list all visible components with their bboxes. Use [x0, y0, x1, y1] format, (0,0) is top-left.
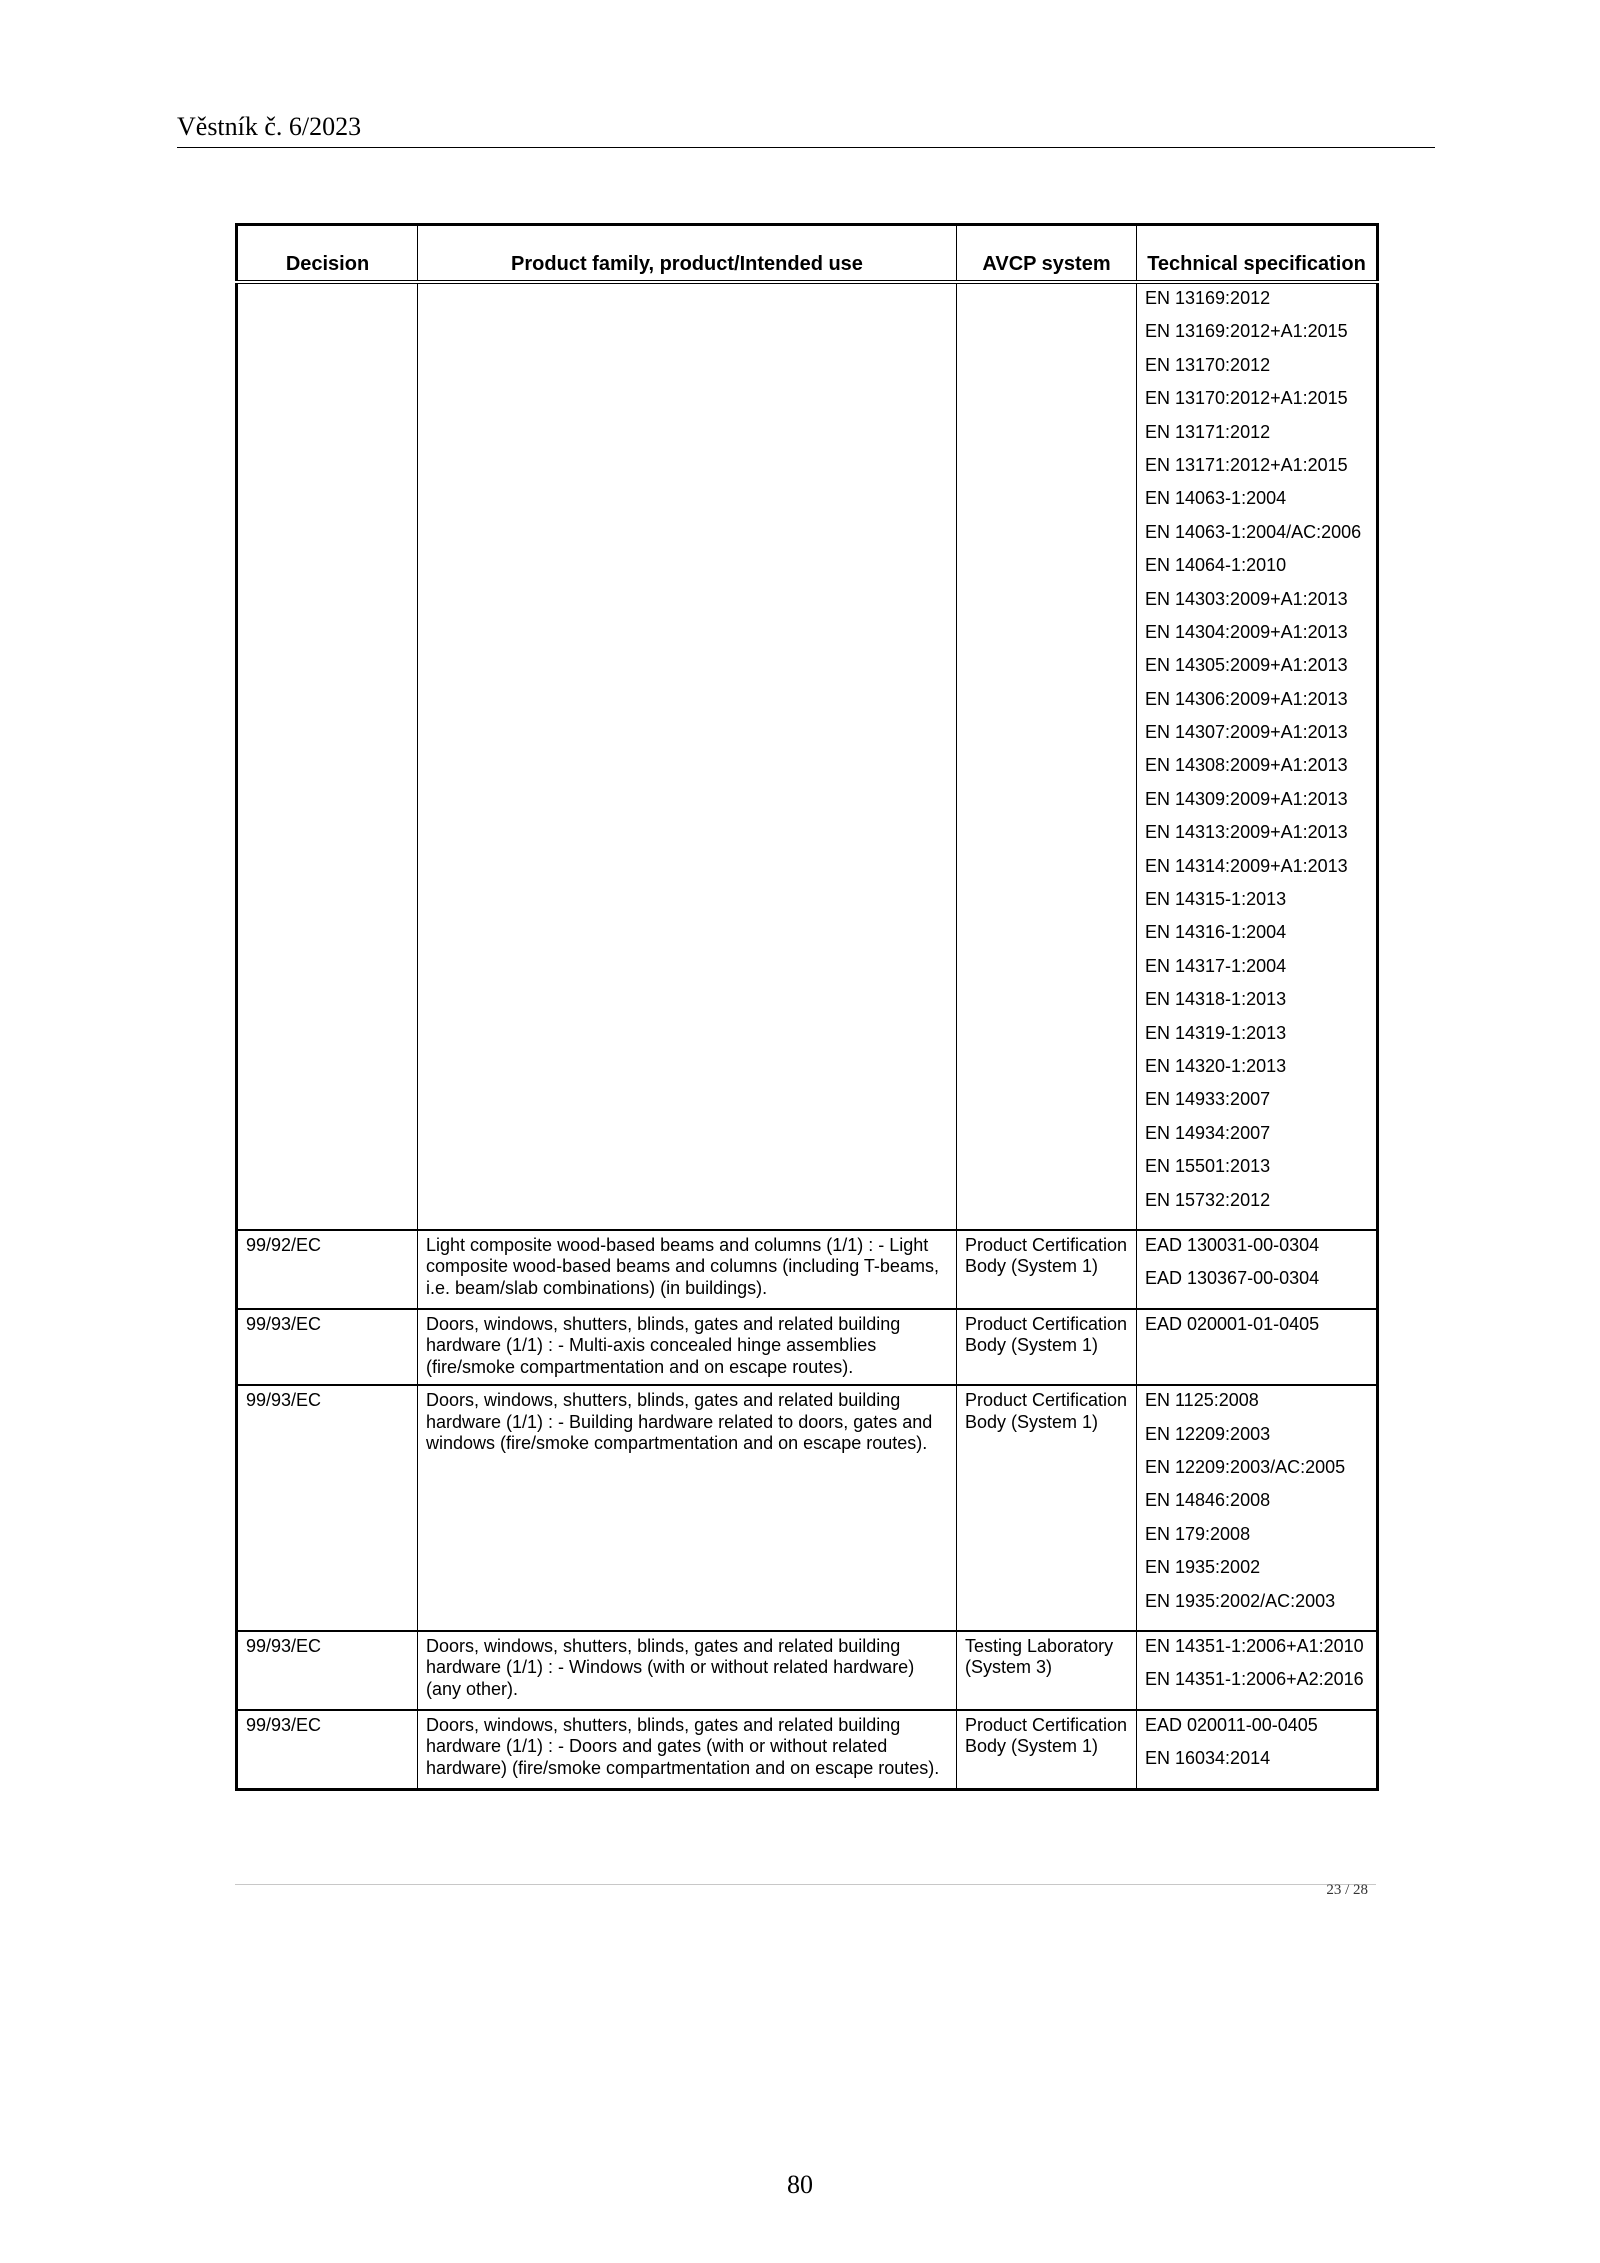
- technical-specification-item: EN 14320-1:2013: [1145, 1055, 1287, 1076]
- technical-specification-item: EN 14308:2009+A1:2013: [1145, 755, 1348, 776]
- table-row: [237, 1309, 1378, 1386]
- technical-specification-item: EN 13169:2012+A1:2015: [1145, 321, 1348, 342]
- technical-specification-item: EN 14319-1:2013: [1145, 1022, 1287, 1043]
- decision-cell: 99/93/EC: [237, 1631, 418, 1710]
- technical-specification-item: EN 1125:2008: [1145, 1390, 1259, 1411]
- table-row: [237, 1230, 1378, 1309]
- technical-specification-item: EN 14315-1:2013: [1145, 889, 1287, 910]
- technical-specification-item: EN 12209:2003: [1145, 1423, 1271, 1444]
- technical-specification-item: EN 14351-1:2006+A2:2016: [1145, 1669, 1364, 1690]
- column-header-product: Product family, product/Intended use: [418, 225, 957, 283]
- technical-specification-item: EN 13171:2012: [1145, 421, 1271, 442]
- table-body: [237, 282, 1378, 1789]
- table-row: [237, 1631, 1378, 1710]
- product-cell: Doors, windows, shutters, blinds, gates and related building hardware (1/1) : - Multi-axis concealed hinge assemblies (fire/smoke compartmentation and on escape routes).: [418, 1309, 957, 1386]
- technical-specification-item: EN 179:2008: [1145, 1523, 1251, 1544]
- technical-specification-item: EAD 130031-00-0304: [1145, 1234, 1320, 1255]
- technical-specification-item: EN 14305:2009+A1:2013: [1145, 655, 1348, 676]
- technical-specification-item: EN 14303:2009+A1:2013: [1145, 588, 1348, 609]
- technical-specification-item: EN 15732:2012: [1145, 1189, 1271, 1210]
- technical-specification-item: EN 13169:2012: [1145, 288, 1271, 308]
- technical-specification-cell: [1137, 1710, 1378, 1789]
- technical-specification-item: EN 14314:2009+A1:2013: [1145, 855, 1348, 876]
- technical-specification-cell: [1137, 1309, 1378, 1386]
- page-counter: 23 / 28: [1326, 1882, 1368, 1898]
- header-rule: [177, 147, 1435, 148]
- technical-specification-item: EN 14304:2009+A1:2013: [1145, 621, 1348, 642]
- page-header-title: Věstník č. 6/2023: [177, 112, 362, 141]
- column-header-technical-specification: Technical specification: [1137, 225, 1378, 283]
- avcp-cell: Testing Laboratory (System 3): [957, 1631, 1137, 1710]
- avcp-cell: Product Certification Body (System 1): [957, 1230, 1137, 1309]
- table-row: [237, 282, 1378, 1230]
- avcp-cell: Product Certification Body (System 1): [957, 1385, 1137, 1631]
- technical-specification-item: EN 14063-1:2004: [1145, 488, 1287, 509]
- decision-cell: [237, 282, 418, 1230]
- decision-cell: 99/93/EC: [237, 1385, 418, 1631]
- product-cell: Light composite wood-based beams and columns (1/1) : - Light composite wood-based beams and columns (including T-beams, i.e. beam/slab combinations) (in buildings).: [418, 1230, 957, 1309]
- decision-cell: 99/93/EC: [237, 1309, 418, 1386]
- technical-specification-item: EN 14064-1:2010: [1145, 555, 1287, 576]
- decision-cell: 99/92/EC: [237, 1230, 418, 1309]
- avcp-cell: [957, 282, 1137, 1230]
- technical-specification-item: EN 13170:2012+A1:2015: [1145, 388, 1348, 409]
- technical-specification-item: EN 13170:2012: [1145, 354, 1271, 375]
- technical-specification-item: EN 14307:2009+A1:2013: [1145, 722, 1348, 743]
- avcp-cell: Product Certification Body (System 1): [957, 1309, 1137, 1386]
- specification-table-container: [235, 223, 1376, 1791]
- page-number: 80: [787, 2170, 813, 2199]
- technical-specification-item: EN 14846:2008: [1145, 1490, 1271, 1511]
- table-row: [237, 1385, 1378, 1631]
- technical-specification-item: EN 14934:2007: [1145, 1122, 1271, 1143]
- technical-specification-item: EN 1935:2002/AC:2003: [1145, 1590, 1336, 1611]
- technical-specification-item: EN 14351-1:2006+A1:2010: [1145, 1635, 1364, 1656]
- technical-specification-cell: [1137, 1385, 1378, 1631]
- decision-cell: 99/93/EC: [237, 1710, 418, 1789]
- avcp-cell: Product Certification Body (System 1): [957, 1710, 1137, 1789]
- technical-specification-item: EN 13171:2012+A1:2015: [1145, 454, 1348, 475]
- technical-specification-item: EN 14316-1:2004: [1145, 922, 1287, 943]
- footer-rule: [235, 1884, 1376, 1885]
- specification-table: [235, 223, 1379, 1791]
- product-cell: Doors, windows, shutters, blinds, gates and related building hardware (1/1) : - Windows (with or without related hardware) (any other).: [418, 1631, 957, 1710]
- technical-specification-item: EN 12209:2003/AC:2005: [1145, 1457, 1346, 1477]
- product-cell: Doors, windows, shutters, blinds, gates and related building hardware (1/1) : - Doors and gates (with or without related hardware) (fire/smoke compartmentation and on escape routes).: [418, 1710, 957, 1789]
- column-header-avcp: AVCP system: [957, 225, 1137, 283]
- column-header-decision: Decision: [237, 225, 418, 283]
- product-cell: [418, 282, 957, 1230]
- technical-specification-item: EN 14306:2009+A1:2013: [1145, 688, 1348, 709]
- technical-specification-item: EAD 130367-00-0304: [1145, 1268, 1320, 1289]
- technical-specification-cell: [1137, 282, 1378, 1230]
- technical-specification-item: EN 14317-1:2004: [1145, 955, 1287, 976]
- table-header-row: [237, 225, 1378, 283]
- technical-specification-cell: [1137, 1230, 1378, 1309]
- technical-specification-item: EN 14318-1:2013: [1145, 989, 1287, 1010]
- technical-specification-item: EN 16034:2014: [1145, 1748, 1271, 1769]
- technical-specification-item: EN 15501:2013: [1145, 1156, 1271, 1177]
- product-cell: Doors, windows, shutters, blinds, gates and related building hardware (1/1) : - Building hardware related to doors, gates and windows (fire/smoke compartmentation and on escape routes).: [418, 1385, 957, 1631]
- technical-specification-item: EN 14309:2009+A1:2013: [1145, 788, 1348, 809]
- technical-specification-item: EN 1935:2002: [1145, 1557, 1261, 1578]
- technical-specification-item: EAD 020011-00-0405: [1145, 1714, 1318, 1735]
- technical-specification-item: EAD 020001-01-0405: [1145, 1313, 1320, 1334]
- technical-specification-item: EN 14063-1:2004/AC:2006: [1145, 521, 1362, 542]
- technical-specification-item: EN 14933:2007: [1145, 1089, 1271, 1110]
- technical-specification-item: EN 14313:2009+A1:2013: [1145, 822, 1348, 843]
- table-row: [237, 1710, 1378, 1789]
- technical-specification-cell: [1137, 1631, 1378, 1710]
